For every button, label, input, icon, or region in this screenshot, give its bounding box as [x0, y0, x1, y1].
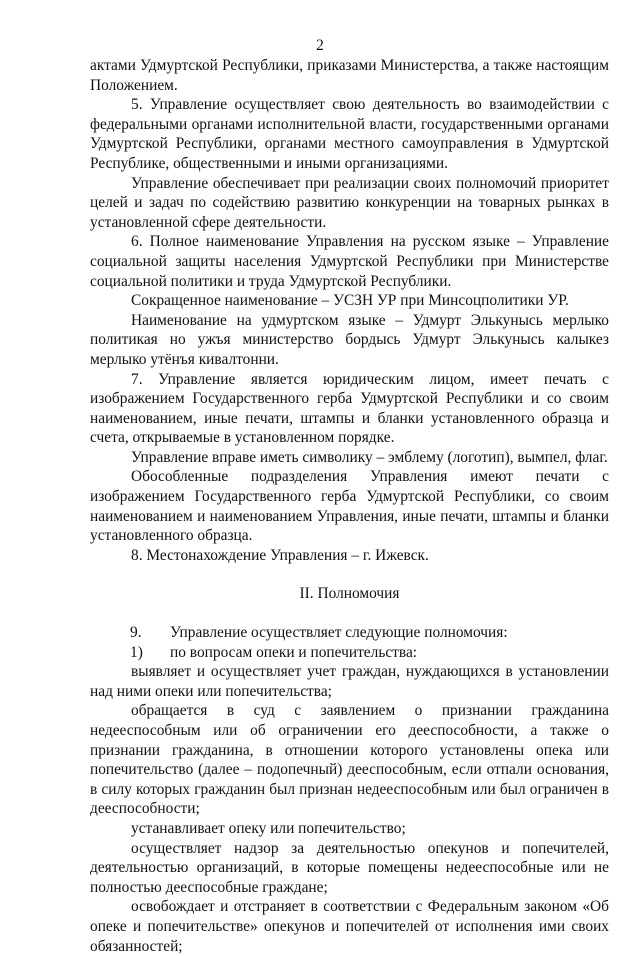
list-item	[90, 643, 609, 663]
document-body	[90, 56, 609, 956]
section-heading: II. Полномочия	[299, 585, 400, 603]
list-paragraph: освобождает и отстраняет в соответствии с Федеральным законом «Об опеке и попечительстве» опекунов и попечителей от исполнения ими своих обязанностей;	[90, 898, 609, 955]
paragraph: 5. Управление осуществляет свою деятельность во взаимодействии с федеральными органами исполнительной власти, государственными органами Удмуртской Республики, органами местного самоуправления в Удмуртской Республике, общественными и иными организациями.	[90, 96, 609, 172]
list-paragraph: выявляет и осуществляет учет граждан, нуждающихся в установлении над ними опеки или попечительства;	[90, 663, 609, 700]
page-number: 2	[316, 37, 324, 54]
paragraph: Наименование на удмуртском языке – Удмурт Элькунысь мерлыко политикая но ужъя министерство бордысь Удмурт Элькунысь калыкез мерлыко утёнъя кивалтонни.	[90, 311, 609, 368]
item-text: по вопросам опеки и попечительства:	[170, 643, 418, 661]
item-text: Управление осуществляет следующие полномочия:	[170, 624, 508, 642]
paragraph: актами Удмуртской Республики, приказами Министерства, а также настоящим Положением.	[90, 57, 609, 94]
paragraph: Сокращенное наименование – УСЗН УР при Минсоцполитики УР.	[131, 292, 569, 310]
item-number: 1)	[130, 643, 143, 661]
list-paragraph: обращается в суд с заявлением о признании гражданина недееспособным или об ограничении его дееспособности, а также о признании гражданина, в отношении которого установлены опека или попечительство (далее – подопечный) дееспособным, если отпали основания, в силу которых гражданин был признан недееспособным или был ограничен в дееспособности;	[90, 702, 609, 818]
paragraph: Управление обеспечивает при реализации своих полномочий приоритет целей и задач по содействию развитию конкуренции на товарных рынках в установленной сфере деятельности.	[90, 174, 609, 231]
paragraph: Обособленные подразделения Управления имеют печати с изображением Государственного герба Удмуртской Республики, со своим наименованием и наименованием Управления, иные печати, штампы и бланки установленного образца.	[90, 468, 609, 545]
paragraph: 6. Полное наименование Управления на русском языке – Управление социальной защиты населения Удмуртской Республики при Министерстве социальной политики и труда Удмуртской Республики.	[90, 233, 609, 290]
list-paragraph: осуществляет надзор за деятельностью опекунов и попечителей, деятельностью организаций, в которые помещены недееспособные или не полностью дееспособные граждане;	[90, 839, 609, 896]
paragraph: Управление вправе иметь символику – эмблему (логотип), вымпел, флаг.	[131, 448, 608, 466]
list-paragraph: устанавливает опеку или попечительство;	[131, 819, 406, 837]
list-item	[90, 623, 609, 643]
item-number: 9.	[130, 624, 142, 642]
paragraph: 8. Местонахождение Управления – г. Ижевск.	[131, 546, 429, 564]
paragraph: 7. Управление является юридическим лицом, имеет печать с изображением Государственного герба Удмуртской Республики и со своим наименованием, иные печати, штампы и бланки установленного образца и счета, открываемые в установленном порядке.	[90, 370, 609, 447]
